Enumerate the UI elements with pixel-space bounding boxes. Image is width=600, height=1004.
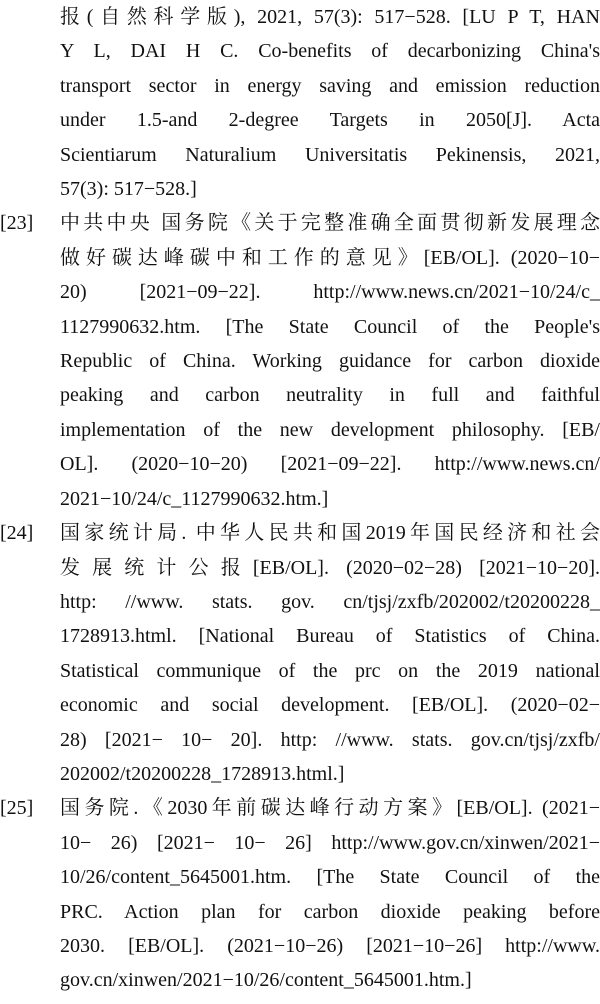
reference-line: economic and social development. [EB/OL]. (2020−02− bbox=[60, 694, 600, 717]
reference-line: 发展统计公报[EB/OL]. (2020−02−28) [2021−10−20]. bbox=[60, 556, 600, 579]
reference-line: 57(3): 517−528.] bbox=[60, 178, 197, 201]
reference-line: 国务院.《2030年前碳达峰行动方案》[EB/OL]. (2021− bbox=[60, 797, 600, 820]
reference-line: Y L, DAI H C. Co-benefits of decarbonizing China's bbox=[60, 40, 600, 63]
reference-line: PRC. Action plan for carbon dioxide peaking before bbox=[60, 900, 600, 923]
reference-line: 20) [2021−09−22]. http://www.news.cn/2021−10/24/c_ bbox=[60, 281, 600, 304]
reference-line: transport sector in energy saving and emission reduction bbox=[60, 74, 600, 97]
reference-line: implementation of the new development philosophy. [EB/ bbox=[60, 418, 600, 441]
reference-number: [24] bbox=[0, 522, 34, 545]
reference-line: gov.cn/xinwen/2021−10/26/content_5645001.htm.] bbox=[60, 969, 472, 992]
reference-line: 报(自然科学版), 2021, 57(3): 517−528. [LU P T, HAN bbox=[60, 6, 600, 28]
reference-continuation bbox=[0, 0, 600, 206]
reference-line: 202002/t20200228_1728913.html.] bbox=[60, 762, 345, 785]
reference-text bbox=[60, 0, 600, 206]
reference-line: 中共中央 国务院《关于完整准确全面贯彻新发展理念 bbox=[60, 212, 600, 235]
reference-line: Republic of China. Working guidance for carbon dioxide bbox=[60, 350, 600, 373]
reference-24 bbox=[0, 516, 600, 791]
reference-line: 10/26/content_5645001.htm. [The State Council of the bbox=[60, 866, 600, 889]
reference-line: 1127990632.htm. [The State Council of the People's bbox=[60, 315, 600, 338]
reference-25 bbox=[0, 791, 600, 997]
reference-line: 国家统计局. 中华人民共和国2019年国民经济和社会 bbox=[60, 522, 600, 545]
reference-number: [25] bbox=[0, 797, 34, 820]
reference-line: peaking and carbon neutrality in full and faithful bbox=[60, 384, 600, 407]
reference-line: http: //www. stats. gov. cn/tjsj/zxfb/202002/t20200228_ bbox=[60, 590, 600, 613]
reference-line: 2030. [EB/OL]. (2021−10−26) [2021−10−26] http://www. bbox=[60, 934, 600, 957]
reference-23 bbox=[0, 206, 600, 516]
reference-line: 1728913.html. [National Bureau of Statistics of China. bbox=[60, 625, 600, 648]
reference-line: Statistical communique of the prc on the 2019 national bbox=[60, 659, 600, 682]
reference-line: 做好碳达峰碳中和工作的意见》[EB/OL]. (2020−10− bbox=[60, 246, 600, 269]
reference-line: under 1.5-and 2-degree Targets in 2050[J]. Acta bbox=[60, 109, 600, 132]
reference-line: 10− 26) [2021− 10− 26] http://www.gov.cn/xinwen/2021− bbox=[60, 831, 600, 854]
reference-line: Scientiarum Naturalium Universitatis Pekinensis, 2021, bbox=[60, 143, 600, 166]
reference-text bbox=[60, 516, 600, 791]
reference-line: OL]. (2020−10−20) [2021−09−22]. http://www.news.cn/ bbox=[60, 453, 600, 476]
reference-text bbox=[60, 791, 600, 997]
reference-text bbox=[60, 206, 600, 516]
reference-line: 2021−10/24/c_1127990632.htm.] bbox=[60, 487, 329, 510]
reference-number: [23] bbox=[0, 212, 34, 235]
reference-line: 28) [2021− 10− 20]. http: //www. stats. gov.cn/tjsj/zxfb/ bbox=[60, 728, 600, 751]
